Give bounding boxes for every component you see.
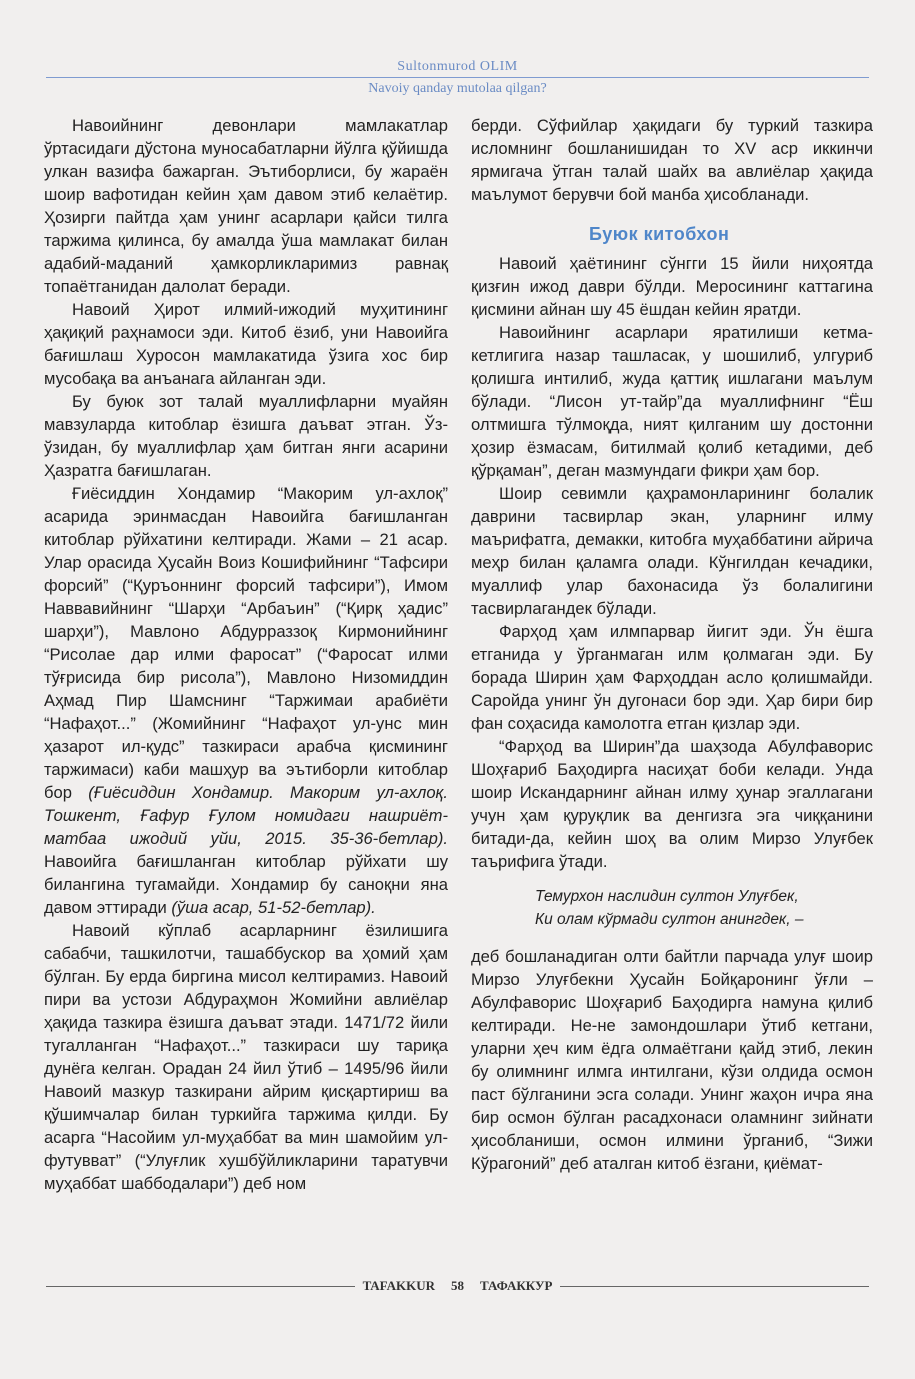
- citation: (ўша асар, 51-52-бетлар).: [171, 898, 376, 917]
- paragraph: Бу буюк зот талай муаллифларни муайян мавзуларда китоблар ёзишга даъват этган. Ўз-ўзидан, бу муаллифлар ҳам битган янги асарини Ҳазратга бағишлаган.: [44, 392, 448, 480]
- page-footer: [46, 1275, 869, 1297]
- paragraph: Фарҳод ҳам илмпарвар йигит эди. Ўн ёшга етганида у ўрганмаган илм қолмаган эди. Бу борада Ширин ҳам Фарҳоддан асло қолишмайди. Саройда унинг ўн дугонаси бор эди. Ҳар бири бир фан соҳасида камолотга етган қизлар эди.: [471, 622, 873, 733]
- paragraph: берди. Сўфийлар ҳақидаги бу туркий тазкира исломнинг бошланишидан то XV аср иккинчи ярмигача ўтган талай шайх ва авлиёлар ҳақида маълумот берувчи бой манба ҳисобланади.: [471, 116, 873, 204]
- left-column: [44, 114, 448, 1195]
- paragraph: деб бошланадиган олти байтли парчада улуғ шоир Мирзо Улуғбекни Ҳусайн Бойқаронинг ўғли – Абулфаворис Шоҳғариб Баҳодирга намуна қилиб келтиради. Не-не замондошлари ўтиб кетгани, уларни ҳеч ким ёдга олмаётгани қайд этиб, лекин бу олимнинг илмга интилгани, кўзи олдида осмон паст бўлганини эсга солади. Унинг жаҳон ичра яна бир осмон бўлган расадхонаси оламнинг зийнати ҳисобланиши, осмон илмини ўрганиб, “Зижи Кўрагоний” деб аталган китоб ёзгани, қиёмат-: [471, 947, 873, 1173]
- header-author: Sultonmurod OLIM: [397, 59, 518, 74]
- paragraph: Навоий Ҳирот илмий-ижодий муҳитининг ҳақиқий раҳнамоси эди. Китоб ёзиб, уни Навоийга бағишлаш Хуросон мамлакатида ўзига хос бир мусобақа ва анъанага айланган эди.: [44, 300, 448, 388]
- footer-rule-right: [560, 1286, 869, 1287]
- verse-quote: [471, 885, 873, 931]
- paragraph: [44, 482, 448, 919]
- header-rule: [46, 77, 869, 78]
- section-title: Буюк китобхон: [589, 224, 730, 244]
- running-header: [46, 58, 869, 98]
- footer-magazine-cyrillic: ТАФАККУР: [480, 1278, 553, 1293]
- verse-line: Темурхон наслидин султон Улуғбек,: [535, 888, 799, 905]
- paragraph: “Фарҳод ва Ширин”да шаҳзода Абулфаворис Шоҳғариб Баҳодирга насиҳат боби келади. Унда шоир Искандарнинг айнан илму ҳунар эгаллагани учун ҳам қуруқлик ва денгизга эга чиққанини битади-да, кейин шоҳ ва олим Мирзо Улуғбек таърифига ўтади.: [471, 737, 873, 871]
- paragraph: Навоийнинг девонлари мамлакатлар ўртасидаги дўстона муносабатларни йўлга қўйишда улкан вазифа бажарган. Эътиборлиси, бу жараён шоир вафотидан кейин ҳам давом этиб келаётир. Ҳозирги пайтда ҳам унинг асарлари қайси тилга таржима қилинса, бу амалда ўша мамлакат билан адабий-маданий ҳамкорликларимиз равнақ топаётганидан далолат беради.: [44, 116, 448, 296]
- header-subtitle: Navoiy qanday mutolaa qilgan?: [368, 81, 547, 96]
- paragraph-text: Навоийга бағишланган китоблар рўйхати шу билангина тугамайди. Хондамир бу саноқни яна давом эттиради: [44, 852, 448, 917]
- paragraph: Навоий кўплаб асарларнинг ёзилишига сабабчи, ташкилотчи, ташаббускор ва ҳомий ҳам бўлган. Бу ерда биргина мисол келтирамиз. Навоий пири ва устози Абдураҳмон Жомийни авлиёлар ҳақида тазкира ёзишга даъват этади. 1471/72 йили тугалланган “Нафаҳот...” тазкираси шу тариқа дунёга келган. Орадан 24 йил ўтиб – 1495/96 йили Навоий мазкур тазкирани айрим қисқартириш ва қўшимчалар билан туркийга таржима қилди. Бу асарга “Насойим ул-муҳаббат ва мин шамойим ул-футувват” (“Улуғлик хушбўйликларини таратувчи муҳаббат шаббодалари”) деб ном: [44, 921, 448, 1193]
- paragraph-text: Ғиёсиддин Хондамир “Макорим ул-ахлоқ” асарида эринмасдан Навоийга бағишланган китоблар рўйхатини келтиради. Жами – 21 асар. Улар орасида Ҳусайн Воиз Кошифийнинг “Тафсири форсий” (“Қуръоннинг форсий тафсири”), Имом Наввавийнинг “Шарҳи “Арбаъин” (“Қирқ ҳадис” шарҳи”), Мавлоно Абдурраззоқ Кирмонийнинг “Рисолае дар илми фаросат” (“Фаросат илми тўғрисида бир рисола”), Мавлоно Низомиддин Аҳмад Пир Шамснинг “Таржимаи арабиёти “Нафаҳот...” (Жомийнинг “Нафаҳот ул-унс мин ҳазарот ил-қудс” тазкираси арабча қисмининг таржимаси) каби машҳур ва эътиборли китоблар бор: [44, 484, 448, 802]
- verse-line: Ки олам кўрмади султон анингдек, –: [535, 911, 804, 928]
- paragraph: Навоий ҳаётининг сўнгги 15 йили ниҳоятда қизғин ижод даври бўлди. Меросининг каттагина қисмини айнан шу 45 ёшдан кейин яратди.: [471, 254, 873, 319]
- footer-magazine-latin: TAFAKKUR: [362, 1278, 436, 1293]
- citation: (Ғиёсиддин Хондамир. Макорим ул-ахлоқ. Тошкент, Ғафур Ғулом номидаги нашриёт-матбаа ижодий уйи, 2015. 35-36-бетлар).: [44, 783, 448, 848]
- paragraph: Навоийнинг асарлари яратилиши кетма-кетлигига назар ташласак, у шошилиб, улгуриб қолишга интилиб, жуда қаттиқ ишлагани маълум бўлади. “Лисон ут-тайр”да муаллифнинг “Ёш олтмишга тўлмоқда, ният қилганим шу достонни ҳозир ёзмасам, битилмай қолиб кетадими, деб қўрқаман”, деган мазмундаги фикри ҳам бор.: [471, 323, 873, 480]
- footer-rule-left: [46, 1286, 355, 1287]
- right-column: [471, 114, 873, 1175]
- page-number: 58: [451, 1278, 465, 1293]
- paragraph: Шоир севимли қаҳрамонларининг болалик даврини тасвирлар экан, уларнинг илму маърифатга, демакки, китобга муҳаббатини айрича меҳр билан қаламга олади. Кўнгилдан кечадики, муаллиф улар бахонасида ўз болалигини тасвирлагандек бўлади.: [471, 484, 873, 618]
